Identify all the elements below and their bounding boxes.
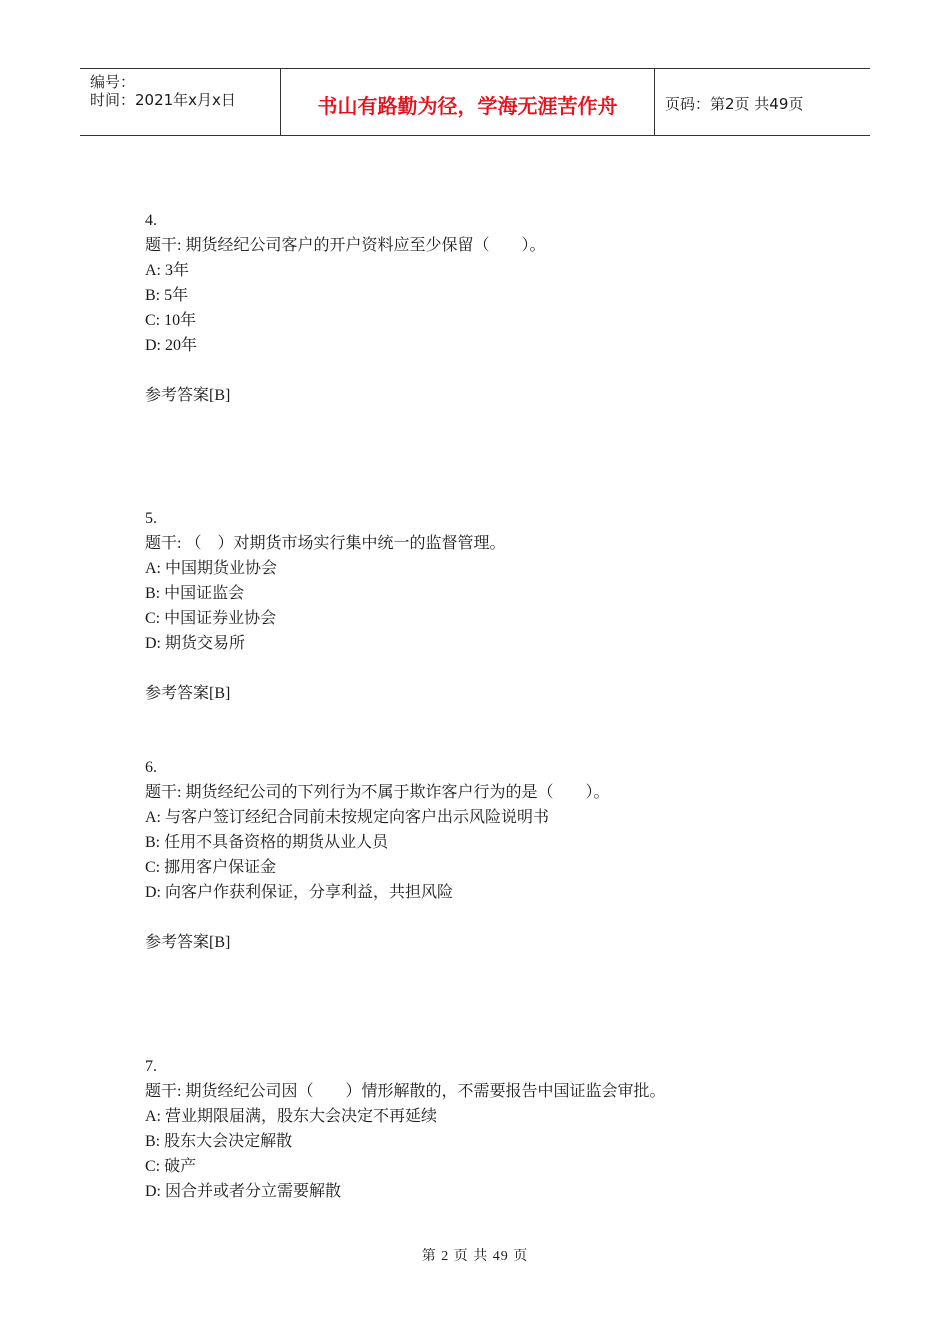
question-number: 5. xyxy=(145,510,157,527)
option-a: A: 与客户签订经纪合同前未按规定向客户出示风险说明书 xyxy=(145,809,550,826)
option-d: D: 期货交易所 xyxy=(145,635,246,652)
header-motto: 书山有路勤为径，学海无涯苦作舟 xyxy=(281,69,655,135)
question-stem: 题干: 期货经纪公司的下列行为不属于欺诈客户行为的是（ ）。 xyxy=(145,784,610,801)
option-c: C: 中国证券业协会 xyxy=(145,610,277,627)
question-4 xyxy=(145,208,845,408)
question-number: 6. xyxy=(145,759,157,776)
option-a: A: 中国期货业协会 xyxy=(145,560,278,577)
question-stem: 题干: （ ）对期货市场实行集中统一的监督管理。 xyxy=(145,535,506,552)
header-meta xyxy=(80,69,281,135)
page-footer: 第 2 页 共 49 页 xyxy=(421,1249,529,1264)
date-label: 时间：2021年x月x日 xyxy=(90,91,236,109)
option-d: D: 向客户作获利保证，分享利益，共担风险 xyxy=(145,884,454,901)
question-stem: 题干: 期货经纪公司客户的开户资料应至少保留（ ）。 xyxy=(145,237,546,254)
option-c: C: 破产 xyxy=(145,1158,197,1175)
option-b: B: 5年 xyxy=(145,287,189,304)
question-number: 7. xyxy=(145,1058,157,1075)
option-c: C: 10年 xyxy=(145,312,197,329)
option-d: D: 因合并或者分立需要解散 xyxy=(145,1183,342,1200)
option-d: D: 20年 xyxy=(145,337,198,354)
question-6 xyxy=(145,755,845,955)
option-b: B: 中国证监会 xyxy=(145,585,245,602)
question-7 xyxy=(145,1054,845,1204)
header-page-label: 页码：第2页 共49页 xyxy=(665,94,804,113)
reference-answer: 参考答案[B] xyxy=(145,934,231,951)
reference-answer: 参考答案[B] xyxy=(145,387,231,404)
option-a: A: 3年 xyxy=(145,262,190,279)
option-b: B: 股东大会决定解散 xyxy=(145,1133,293,1150)
page-header xyxy=(80,68,870,136)
option-a: A: 营业期限届满，股东大会决定不再延续 xyxy=(145,1108,438,1125)
question-5 xyxy=(145,506,845,706)
question-stem: 题干: 期货经纪公司因（ ）情形解散的，不需要报告中国证监会审批。 xyxy=(145,1083,666,1100)
option-c: C: 挪用客户保证金 xyxy=(145,859,277,876)
question-number: 4. xyxy=(145,212,157,229)
serial-label: 编号： xyxy=(90,73,136,91)
reference-answer: 参考答案[B] xyxy=(145,685,231,702)
option-b: B: 任用不具备资格的期货从业人员 xyxy=(145,834,389,851)
